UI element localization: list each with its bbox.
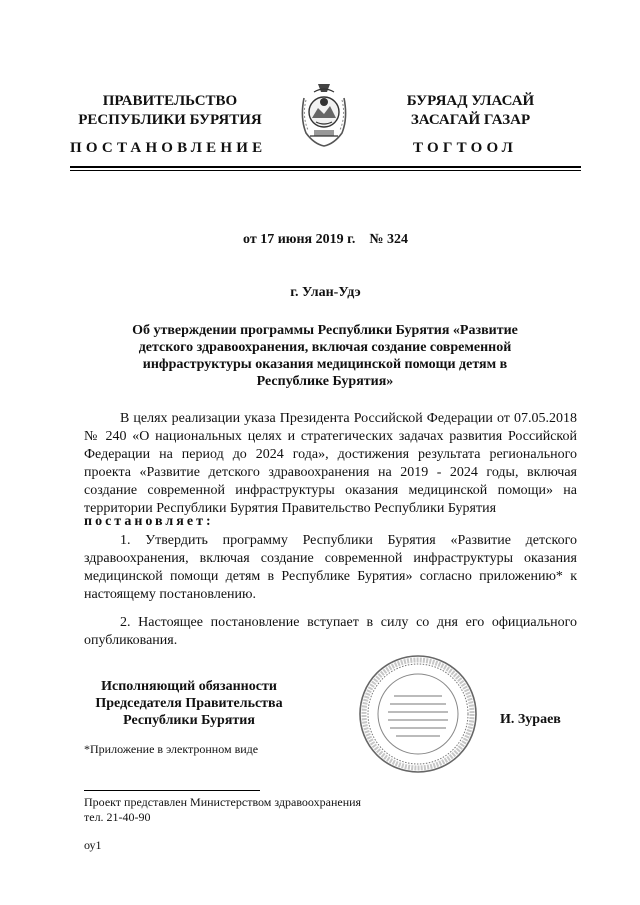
footer-code: оу1 [84,838,102,852]
header-right-line2: ЗАСАГАЙ ГАЗАР [410,112,531,128]
signatory-position [84,678,294,729]
footer-project-note: Проект представлен Министерством здравоохранения [84,795,362,809]
appendix-note: *Приложение в электронном виде [84,742,259,756]
paragraph-preamble: В целях реализации указа Президента Российской Федерации от 07.05.2018 № 240 «О национальных целях и стратегических задачах развития Российской Федерации на период до 2024 года», достижения результата регионального проекта «Развитие детского здравоохранения на 2019 - 2024 годы, включая создание современной инфраструктуры оказания медицинской помощи» на территории Республики Бурятия Правительство Республики Бурятия [84,411,577,516]
header-left-line2: РЕСПУБЛИКИ БУРЯТИЯ [78,112,262,128]
header-right-org [378,92,563,130]
emblem-of-buryatia-icon [296,78,352,148]
header-rule-thick [70,166,581,168]
document-number: № 324 [369,232,408,247]
document-date: от 17 июня 2019 г. [243,232,356,247]
document-title: Об утверждении программы Республики Бурятия «Развитие детского здравоохранения, включая создание современной инфраструктуры оказания медицинской помощи детям в Республике Бурятия» [132,323,518,389]
doc-type-left: ПОСТАНОВЛЕНИЕ [70,140,267,156]
doc-type-right: ТОГТООЛ [413,140,517,156]
signatory-position-line2: Председателя Правительства [95,696,283,711]
paragraph-item-1: 1. Утвердить программу Республики Бурятия «Развитие детского здравоохранения, включая создание современной инфраструктуры оказания медицинской помощи детям в Республике Бурятия» согласно приложению* к настоящему постановлению. [84,533,577,602]
paragraph-item-2: 2. Настоящее постановление вступает в силу со дня его официального опубликования. [84,615,577,648]
paragraph-resolves: постановляет: [84,514,214,529]
header-left-line1: ПРАВИТЕЛЬСТВО [102,93,238,109]
header-left-org [70,92,270,130]
footer-rule [84,790,260,791]
round-seal-stamp-icon [354,652,482,776]
signatory-position-line1: Исполняющий обязанности [101,679,277,694]
signatory-position-line3: Республики Бурятия [123,713,255,728]
header-rule-thin [70,170,581,171]
footer-phone: тел. 21-40-90 [84,810,151,824]
signatory-name: И. Зураев [500,712,561,727]
date-number-line [70,232,581,248]
header-right-line1: БУРЯАД УЛАСАЙ [406,93,535,109]
document-city: г. Улан-Удэ [290,285,361,300]
